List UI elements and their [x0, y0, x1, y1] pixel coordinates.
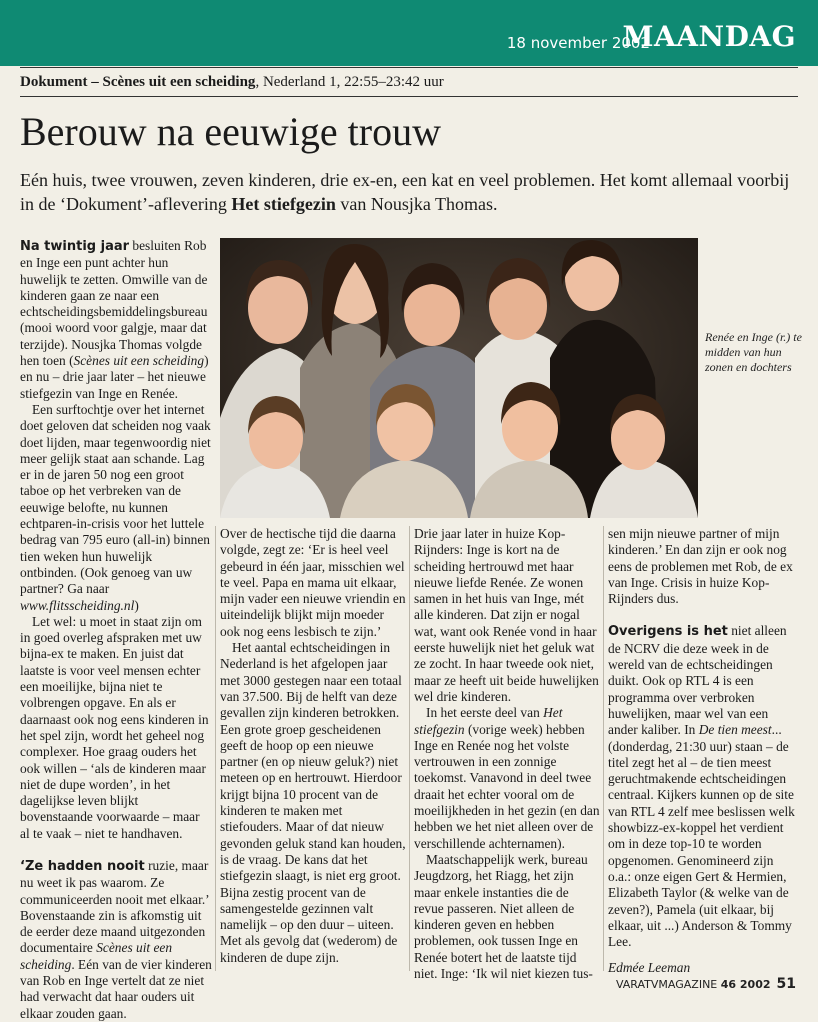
paragraph-text: besluiten Rob en Inge een punt achter hun huwelijk te zetten. Omwille van de kinderen gaan ze naar een echtscheidingsbemiddelingsbureau (mooi woord voor galgje, maar dat terzijde). Nousjka Thomas volgde hen toen ( [20, 238, 208, 369]
magazine-name: VARATVMAGAZINE [615, 978, 718, 991]
paragraph-lead: Overigens is het [608, 624, 728, 640]
article-column-1 [20, 238, 212, 1022]
paragraph-text: ) [134, 597, 139, 613]
page-number: 51 [776, 976, 796, 992]
paragraph [20, 238, 212, 402]
header-day: MAANDAG [622, 20, 796, 53]
paragraph [414, 705, 600, 852]
intro-text: Eén huis, twee vrouwen, zeven kinderen, drie ex-en, een kat en veel problemen. Het komt allemaal voorbij in de ‘Dokument’-aflevering [20, 170, 790, 214]
program-title: Dokument – Scènes uit een scheiding [20, 74, 256, 90]
program-rule [20, 96, 798, 97]
paragraph-text: . Eén van de vier kinderen van Rob en Inge vertelt dat ze niet had verwacht dat haar ouders uit elkaar zouden gaan. [20, 956, 212, 1021]
paragraph: sen mijn nieuwe partner of mijn kinderen.’ En dan zijn er ook nog eens de problemen met Rob, de ex van Inge. Crisis in huize Kop-Rijnders dus. [608, 526, 793, 607]
header-date: 18 november 2002 [506, 34, 650, 52]
paragraph [20, 402, 212, 614]
column-divider [215, 526, 216, 971]
program-reference: Scènes uit een scheiding [73, 353, 205, 369]
paragraph [20, 858, 212, 1022]
paragraph-text: In het eerste deel van [426, 705, 544, 721]
paragraph-text: ... (donderdag, 21:30 uur) staan – de titel zegt het al – de tien meest geruchtmakende echtscheidingen centraal. Kijkers kunnen op de site van RTL 4 zelf mee beslissen welk showbizz-ex-koppel het verdient om in deze top-10 te worden opgenomen. Genomineerd zijn o.a.: onze eigen Gert & Hermien, Elizabeth Taylor (& welke van de zeven?), Pamela (uit elkaar, bij elkaar, uit ...) Anderson & Tommy Lee. [608, 722, 795, 950]
paragraph: Maatschappelijk werk, bureau Jeugdzorg, het Riagg, het zijn maar enkele instanties die de revue passeren. Niet alleen de kinderen geven en hebben problemen, ook tussen Inge en Renée botert het de laatste tijd niet. Inge: ‘Ik wil niet kiezen tus- [414, 851, 593, 982]
paragraph: Drie jaar later in huize Kop-Rijnders: Inge is kort na de scheiding hertrouwd met haar nieuwe liefde Renée. Ze wonen samen in het huis van Inge, mét alle kinderen. Dat zijn er nogal wat, want ook Renée vond in haar eerste huwelijk niet het geluk wat ze zocht. In haar tweede ook niet, maar ze heeft uit beide huwelijken wel drie kinderen. [414, 526, 599, 704]
family-photo [220, 238, 698, 518]
header-bar [0, 0, 818, 66]
paragraph-text: (vorige week) hebben Inge en Renée nog het volste vertrouwen in een zonnige toekomst. Vanavond in deel twee draait het echter vooral om de moeilijkheden in het gezin (en dan hebben we het niet alleen over de verschillende achternamen). [414, 721, 600, 851]
column-divider [409, 526, 410, 971]
program-reference: De tien meest [698, 722, 772, 738]
paragraph-text: Een surftochtje over het internet doet geloven dat scheiden nog vaak doet lijden, maar tegenwoordig niet meer gelijk staat aan schande. Lag er in de jaren 50 nog een groot taboe op het verbreken van de eeuwige belofte, nu kunnen echtparen-in-crisis voor het luttele bedrag van 795 euro (all-in) binnen tien weken hun huwelijk ontbinden. (Ook genoeg van uw partner? Ga naar [20, 401, 211, 597]
intro-program-name: Het stiefgezin [231, 194, 336, 214]
article-column-3 [414, 526, 600, 982]
paragraph-text: niet alleen de NCRV die deze week in de wereld van de echtscheidingen duikt. Ook op RTL 4 is een programma over verbroken huwelijken, maar wel van een ander kaliber. In [608, 623, 787, 738]
photo-caption: Renée en Inge (r.) te midden van hun zonen en dochters [705, 330, 802, 374]
article-column-2 [220, 526, 406, 966]
paragraph-lead: Na twintig jaar [20, 239, 130, 254]
family-photo-illustration [220, 238, 698, 518]
program-reference: Het stiefgezin [414, 705, 563, 737]
paragraph-text: ruzie, maar nu weet ik pas waarom. Ze communiceerden nooit met elkaar.’ Bovenstaande zin is afkomstig uit de eerder deze maand uitgezonden documentaire [20, 857, 209, 956]
paragraph-text: ) en nu – drie jaar later – het nieuwe stiefgezin van Inge en Renée. [20, 353, 209, 401]
paragraph: Het aantal echtscheidingen in Nederland is het afgelopen jaar met 3000 gestegen naar een totaal van 37.500. Bij de helft van deze gevallen zijn kinderen betrokken. Een grote groep gescheidenen geeft de hoop op een nieuwe partner (en op nieuw geluk?) niet meteen op en hertrouwt. Hierdoor krijgt bijna 10 procent van de kinderen te maken met stiefouders. Maar of dat nieuw gevonden geluk stand kan houden, is de vraag. De kans dat het stiefgezin slaagt, is niet erg groot. Bijna zestig procent van de samengestelde gezinnen valt namelijk – op den duur – uiteen. Met als gevolg dat (wederom) de kinderen de dupe zijn. [220, 640, 406, 965]
issue-number: 46 2002 [720, 978, 771, 991]
website-reference: www.flitsscheiding.nl [20, 597, 135, 613]
author-name: Edmée Leeman [608, 960, 691, 976]
paragraph: Let wel: u moet in staat zijn om in goed overleg afspraken met uw bijna-ex te maken. En juist dat laatste is voor veel mensen echter een moeilijke, bijna niet te volbrengen opgave. En als er daarnaast ook nog eens kinderen in het spel zijn, wordt het geheel nog complexer. Hoe graag ouders het ook willen – ‘als de kinderen maar niet de dupe worden’, in het dagelijkse leven blijkt bovenstaande voorwaarde – maar al te vaak – niet te handhaven. [20, 613, 209, 841]
program-info: , Nederland 1, 22:55–23:42 uur [255, 74, 444, 90]
intro-text-end: van Nousjka Thomas. [335, 194, 498, 214]
article-column-4 [608, 526, 798, 977]
header-rule [20, 67, 798, 68]
paragraph: Over de hectische tijd die daarna volgde, zegt ze: ‘Er is heel veel gebeurd in één jaar, misschien wel te veel. Papa en mama uit elkaar, mijn vader een nieuwe vriendin en uiteindelijk blijkt mijn moeder ook nog eens lesbisch te zijn.’ [220, 526, 406, 639]
article-headline: Berouw na eeuwige trouw [20, 109, 441, 154]
program-reference: Scènes uit een scheiding [20, 940, 173, 972]
program-line [20, 74, 800, 91]
paragraph [608, 623, 798, 950]
page-footer [616, 976, 796, 992]
article-intro [20, 168, 800, 216]
column-divider [603, 526, 604, 971]
paragraph-lead: ‘Ze hadden nooit [20, 858, 145, 874]
